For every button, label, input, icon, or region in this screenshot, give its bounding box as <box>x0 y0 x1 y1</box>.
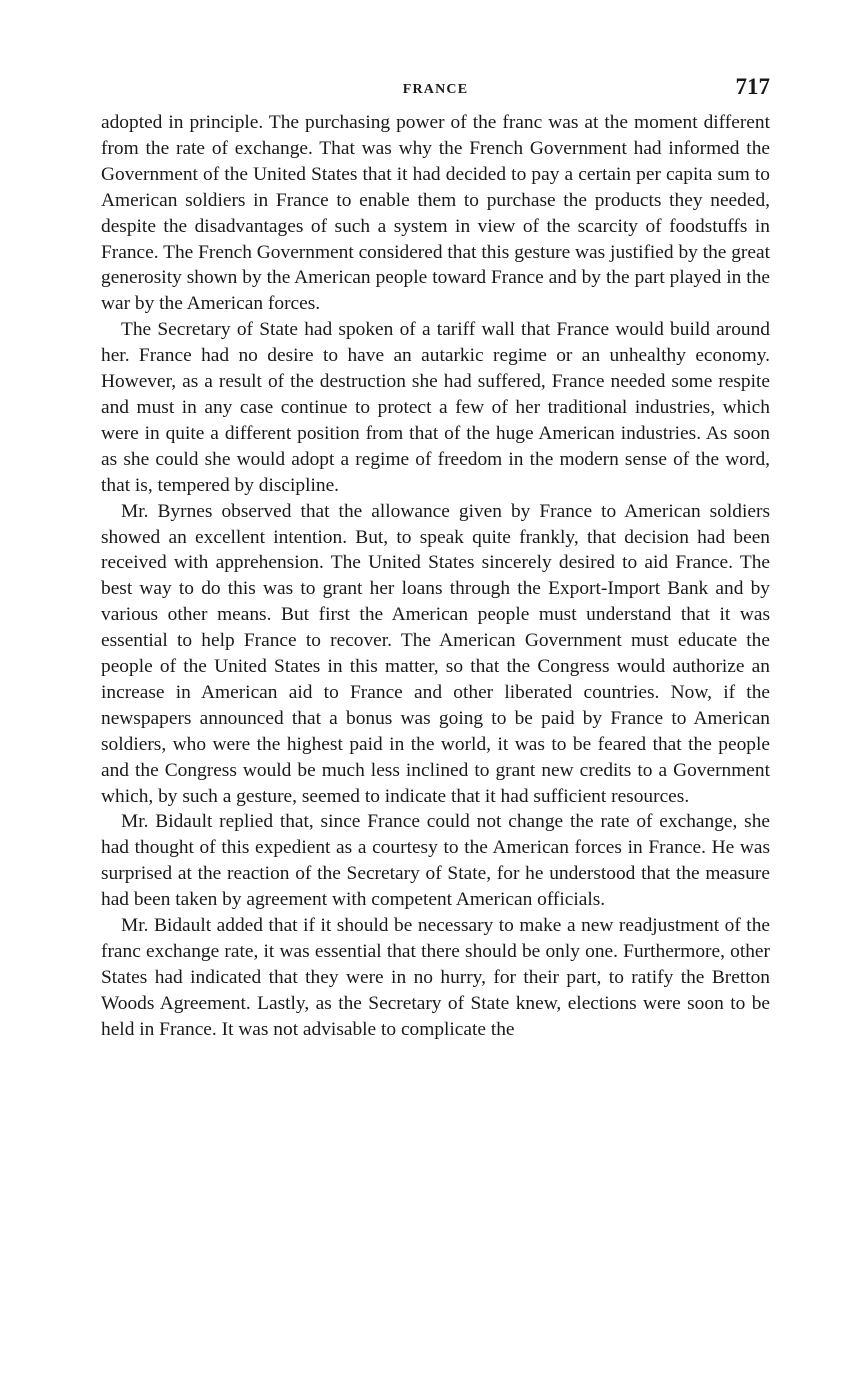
running-head <box>101 70 770 110</box>
running-title: FRANCE <box>402 82 469 97</box>
paragraph: The Secretary of State had spoken of a tariff wall that France would build around her. France had no desire to have an autarkic regime or an unhealthy economy. However, as a result of the destruction she had suffered, France needed some respite and must in any case continue to protect a few of her traditional industries, which were in quite a different position from that of the huge American industries. As soon as she could she would adopt a regime of freedom in the modern sense of the word, that is, tempered by discipline. <box>101 319 770 496</box>
paragraph: Mr. Byrnes observed that the allowance given by France to American soldiers showed an excellent intention. But, to speak quite frankly, that decision had been received with apprehension. The United States sincerely desired to aid France. The best way to do this was to grant her loans through the Export-Import Bank and by various other means. But first the American people must understand that it was essential to help France to recover. The American Government must educate the people of the United States in this matter, so that the Congress would authorize an increase in American aid to France and other liberated countries. Now, if the newspapers announced that a bonus was going to be paid by France to American soldiers, who were the highest paid in the world, it was to be feared that the people and the Congress would be much less inclined to grant new credits to a Government which, by such a gesture, seemed to indicate that it had sufficient resources. <box>101 500 770 807</box>
body-text <box>101 110 770 1043</box>
page-number: 717 <box>735 74 770 99</box>
paragraph: Mr. Bidault added that if it should be necessary to make a new readjustment of the franc exchange rate, it was essential that there should be only one. Furthermore, other States had indicated that they were in no hurry, for their part, to ratify the Bretton Woods Agreement. Lastly, as the Secretary of State knew, elections were soon to be held in France. It was not advisable to complicate the <box>101 915 770 1040</box>
document-page <box>101 70 770 1043</box>
paragraph-continued: adopted in principle. The purchasing power of the franc was at the moment different from the rate of exchange. That was why the French Government had informed the Government of the United States that it had decided to pay a certain per capita sum to American soldiers in France to enable them to purchase the products they needed, despite the disadvantages of such a system in view of the scarcity of foodstuffs in France. The French Government considered that this gesture was justified by the great generosity shown by the American people toward France and by the part played in the war by the American forces. <box>101 112 770 315</box>
paragraph: Mr. Bidault replied that, since France could not change the rate of exchange, she had thought of this expedient as a courtesy to the American forces in France. He was surprised at the reaction of the Secretary of State, for he understood that the measure had been taken by agreement with competent American officials. <box>101 811 770 911</box>
